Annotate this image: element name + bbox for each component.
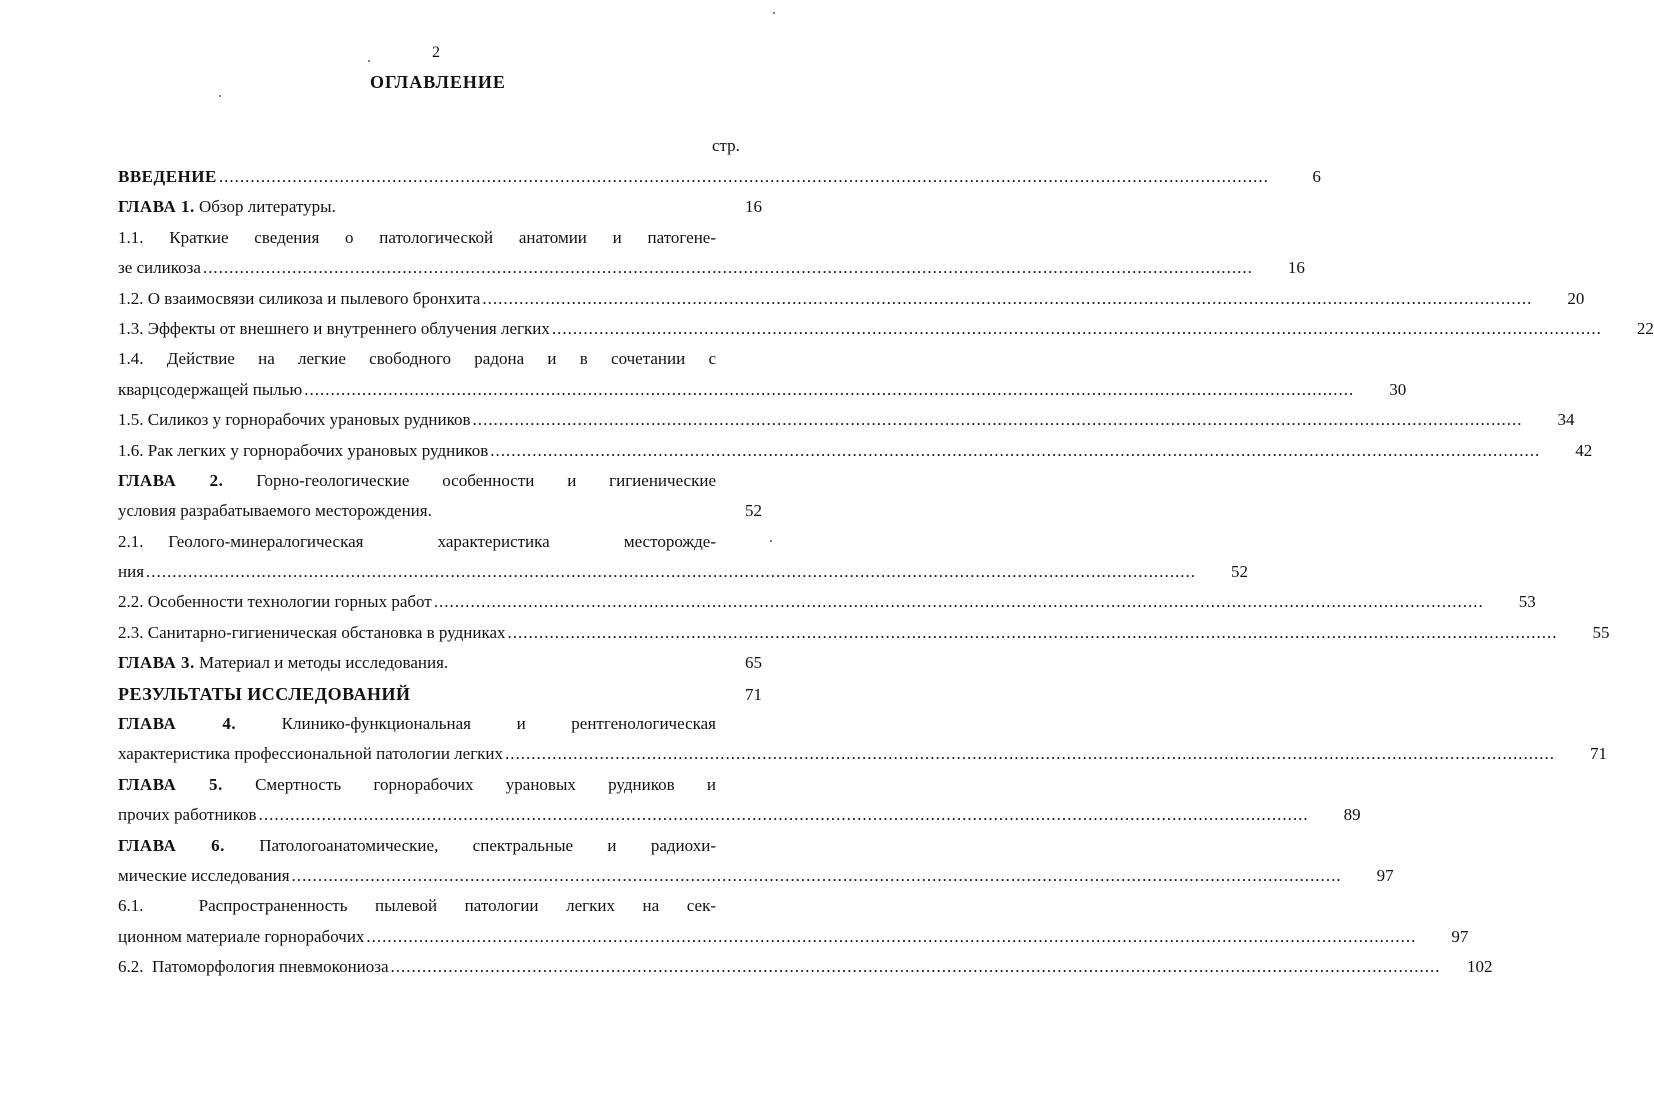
toc-entry-label: мические исследования [118,865,290,885]
toc-entry-text [118,223,716,253]
toc-entry-label: 6.1. Распространенность пылевой патологии легких на сек- [118,896,716,916]
toc-entry [118,314,1654,344]
page-title: ОГЛАВЛЕНИЕ [370,72,506,92]
toc-entry-label: ния [118,562,145,582]
toc-entry-text [118,436,488,466]
toc-entry-page: 53 [1518,592,1536,612]
toc-entry-heading: ГЛАВА 5. [118,774,223,794]
toc-entry-label: Смертность горнорабочих урановых рудников и [222,774,716,794]
toc-entry [118,770,762,800]
toc-entry-label: ционном материале горнорабочих [118,926,365,946]
dot-leader: ........................................................................................................................................................................................................ [291,865,1342,885]
scan-speck [773,12,775,14]
toc-entry [118,405,1575,435]
toc-entry [118,800,1361,830]
toc-entry-label: Патологоанатомические, спектральные и радиохи- [224,835,716,855]
toc-entry-text [118,618,506,648]
toc-entry-label: 1.2. О взаимосвязи силикоза и пылевого бронхита [118,288,481,308]
toc-entry-text [118,253,201,283]
dot-leader: ........................................................................................................................................................................................................ [433,592,1484,612]
toc-entry-label: Клинико-функциональная и рентгенологическая [236,714,716,734]
dot-leader: ........................................................................................................................................................................................................ [482,288,1533,308]
toc-entry [118,739,1608,769]
toc-entry-text [118,861,290,891]
toc-entry-page: 6 [1312,167,1321,186]
toc-entry-page: 89 [1343,805,1361,825]
dot-leader: ........................................................................................................................................................................................................ [258,805,1309,825]
toc-entry-text [118,891,716,921]
toc-entry [118,679,762,709]
toc-entry-page: 34 [1557,410,1575,430]
toc-entry-label: кварцсодержащей пылью [118,379,303,399]
toc-entry-heading: ГЛАВА 2. [118,470,224,490]
dot-leader: ........................................................................................................................................................................................................ [507,622,1558,642]
toc-entry-label: 1.4. Действие на легкие свободного радона и в сочетании с [118,349,716,369]
toc-entry-text [118,800,257,830]
toc-entry-page: 16 [745,197,762,217]
toc-entry-text [118,587,432,617]
toc-entry-page: 22 [1636,318,1654,338]
toc-entry [118,709,762,739]
toc-entry-text [118,405,471,435]
dot-leader: ........................................................................................................................................................................................................ [146,562,1197,582]
table-of-contents [118,162,1654,983]
dot-leader: ........................................................................................................................................................................................................ [551,318,1602,338]
dot-leader: ........................................................................................................................................................................................................ [472,410,1523,430]
toc-entry [118,891,762,921]
toc-entry-heading: ГЛАВА 3. [118,653,195,673]
toc-entry-label: 1.1. Краткие сведения о патологической анатомии и патогене- [118,227,716,247]
dot-leader: ........................................................................................................................................................................................................ [490,440,1541,460]
toc-entry-label: характеристика профессиональной патологии легких [118,744,504,764]
toc-entry-text [118,344,716,374]
dot-leader: ........................................................................................................................................................................................................ [304,379,1355,399]
toc-entry [118,557,1249,587]
dot-leader: ........................................................................................................................................................................................................ [366,926,1417,946]
toc-entry-label: 2.1. Геолого-минералогическая характеристика месторожде- [118,531,716,551]
toc-entry-text [118,709,716,739]
toc-entry-heading: РЕЗУЛЬТАТЫ ИССЛЕДОВАНИЙ [118,683,411,704]
toc-entry-page: 71 [1590,744,1608,764]
toc-entry-label: 2.3. Санитарно-гигиеническая обстановка в рудниках [118,622,506,642]
toc-entry [118,466,762,496]
toc-entry-page: 30 [1389,379,1407,399]
toc-entry-page: 16 [1287,258,1305,278]
toc-entry-page: 97 [1376,865,1394,885]
toc-entry-label: 2.2. Особенности технологии горных работ [118,592,432,612]
toc-entry-text [118,831,716,861]
page-number: 2 [432,44,440,61]
toc-entry-label: Материал и методы исследования. [194,653,449,673]
toc-entry-label: Горно-геологические особенности и гигиенические [223,470,716,490]
toc-entry [118,436,1593,466]
toc-entry [118,861,1394,891]
dot-leader: ........................................................................................................................................................................................................ [390,957,1441,977]
toc-entry-page: 65 [745,653,762,673]
toc-entry-heading: ГЛАВА 1. [118,197,195,217]
toc-entry-label: Обзор литературы. [194,197,336,217]
toc-entry-text [118,466,716,496]
toc-entry-page: 42 [1575,440,1593,460]
toc-entry-heading: ВВЕДЕНИЕ [118,167,217,186]
toc-entry-text [118,162,217,192]
toc-entry [118,648,762,678]
toc-entry-page: 55 [1592,622,1610,642]
toc-entry [118,253,1305,283]
scan-speck [368,60,370,62]
toc-entry-heading: ГЛАВА 6. [118,835,225,855]
toc-entry [118,344,762,374]
toc-entry [118,618,1610,648]
toc-entry-page: 52 [1231,562,1249,582]
toc-entry [118,922,1469,952]
scan-speck [770,540,772,542]
toc-entry-text [118,952,389,982]
toc-entry-label: зе силикоза [118,258,201,278]
toc-entry-label: прочих работников [118,805,257,825]
toc-entry-text [118,375,302,405]
scan-speck [219,95,221,97]
toc-entry-text [118,648,448,678]
toc-entry-heading: ГЛАВА 4. [118,714,237,734]
toc-entry-text [118,770,716,800]
toc-entry [118,223,762,253]
toc-entry-label: 1.6. Рак легких у горнорабочих урановых рудников [118,440,489,460]
toc-entry-text [118,527,716,557]
toc-entry-label: 1.5. Силикоз у горнорабочих урановых рудников [118,410,471,430]
dot-leader: ........................................................................................................................................................................................................ [202,258,1253,278]
toc-entry-label: 6.2. Патоморфология пневмокониоза [118,957,389,977]
toc-entry-text [118,496,432,526]
toc-entry [118,831,762,861]
dot-leader: ........................................................................................................................................................................................................ [218,167,1269,186]
toc-entry [118,527,762,557]
toc-entry-text [118,284,480,314]
page-column-label: стр. [712,136,740,155]
toc-entry-label: 1.3. Эффекты от внешнего и внутреннего облучения легких [118,318,550,338]
toc-entry [118,192,762,222]
toc-entry-text [118,739,503,769]
toc-entry [118,952,1493,982]
toc-entry-page: 71 [745,684,762,704]
toc-entry-page: 52 [745,501,762,521]
toc-entry-page: 97 [1451,926,1469,946]
toc-entry [118,284,1585,314]
toc-entry-text [118,192,336,222]
toc-entry-text [118,679,411,710]
toc-entry-text [118,557,144,587]
toc-entry [118,496,762,526]
toc-entry-label: условия разрабатываемого месторождения. [118,501,432,521]
toc-entry-page: 102 [1467,957,1493,977]
toc-entry-text [118,922,364,952]
dot-leader: ........................................................................................................................................................................................................ [505,744,1556,764]
toc-entry [118,587,1536,617]
toc-entry [118,162,1321,192]
toc-entry-text [118,314,550,344]
toc-entry [118,375,1407,405]
toc-entry-page: 20 [1567,288,1585,308]
